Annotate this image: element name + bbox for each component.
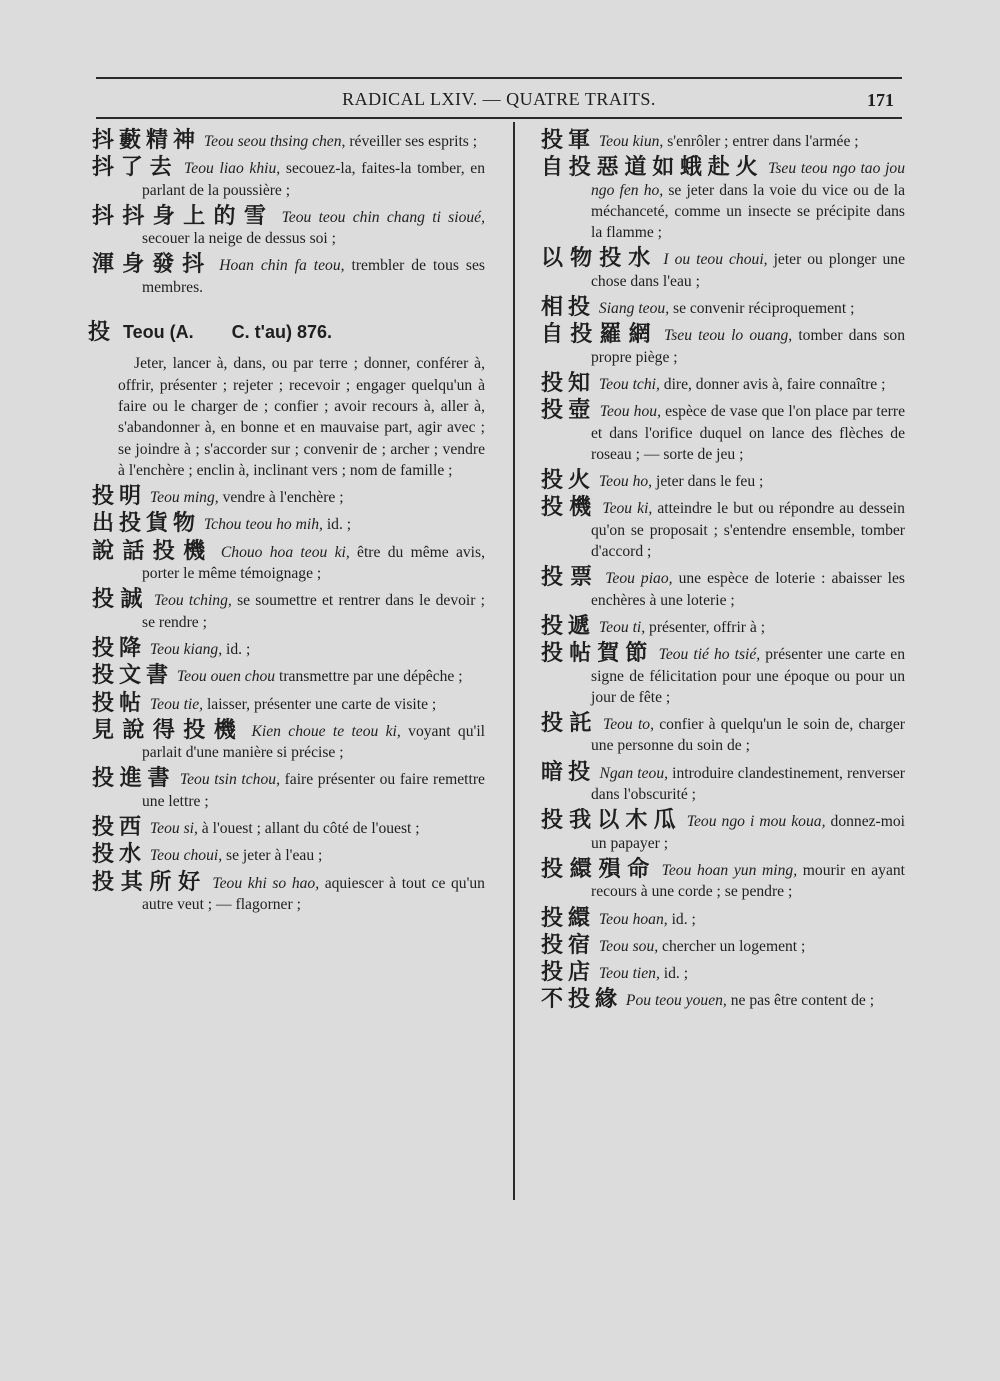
entry-definition: voyant qu'il parlait d'une manière si précise ;	[142, 722, 485, 762]
entry-romanization: I ou teou choui,	[663, 251, 768, 269]
entry-chinese: 投機	[541, 495, 598, 521]
head-cantonese: C. t'au) 876.	[231, 322, 332, 343]
entry-definition: être du même avis, porter le même témoignage ;	[142, 543, 485, 583]
entry-romanization: Teou tching,	[153, 592, 232, 610]
dictionary-entry	[92, 203, 485, 250]
entry-chinese: 投帖	[92, 690, 147, 716]
entry-romanization: Teou hoan yun ming,	[661, 861, 798, 879]
dictionary-entry	[541, 567, 905, 611]
entry-romanization: Ngan teou,	[599, 764, 669, 782]
entry-romanization: Kien choue te teou ki,	[251, 722, 401, 740]
entry-chinese: 不投緣	[541, 987, 623, 1013]
entry-definition: s'enrôler ; entrer dans l'armée ;	[667, 133, 859, 150]
dictionary-entry	[541, 962, 905, 984]
header-rule	[96, 117, 902, 119]
dictionary-entry	[92, 589, 485, 633]
entry-romanization: Pou teou youen,	[625, 992, 727, 1010]
entry-chinese: 見說得投機	[92, 717, 245, 743]
dictionary-entry	[92, 717, 485, 764]
dictionary-entry	[92, 844, 485, 866]
entry-definition: secouez-la, faites-la tomber, en parlant de la poussière ;	[142, 160, 485, 199]
entry-chinese: 投店	[541, 960, 596, 986]
entry-chinese: 投繯	[541, 905, 596, 931]
dictionary-entry	[541, 713, 905, 757]
entry-definition: espèce de vase que l'on place par terre et dans l'orifice duquel on lance des flèches de roseau ; — sorte de jeu ;	[591, 403, 905, 463]
entry-definition: jeter ou plonger une chose dans l'eau ;	[591, 251, 905, 290]
dictionary-entry	[541, 932, 905, 958]
entry-definition: présenter, offrir à ;	[649, 618, 766, 636]
entry-definition: id. ;	[671, 910, 696, 928]
dictionary-entry	[92, 690, 485, 716]
top-rule	[96, 77, 902, 79]
entry-definition: mourir en ayant recours à une corde ; se pendre ;	[591, 861, 905, 901]
entry-chinese: 渾身發抖	[92, 252, 213, 278]
entry-romanization: Tseu teou ngo tao jou ngo fen ho,	[591, 160, 905, 199]
entry-chinese: 投水	[92, 842, 147, 868]
entry-definition: jeter dans le feu ;	[655, 473, 764, 491]
entry-romanization: Teou choui,	[149, 847, 223, 865]
entry-chinese: 投票	[541, 565, 600, 591]
entry-romanization: Teou sou,	[598, 937, 659, 955]
entry-chinese: 出投貨物	[92, 511, 201, 537]
entry-romanization: Teou tié ho tsié,	[658, 646, 761, 664]
entry-romanization: Teou piao,	[605, 570, 673, 588]
dictionary-entry	[541, 248, 905, 292]
entry-definition: une espèce de loterie : abaisser les enchères à une loterie ;	[591, 570, 905, 609]
entry-chinese: 抖抖身上的雪	[92, 203, 275, 229]
entry-chinese: 抖藪精神	[92, 128, 201, 153]
entry-definition: donnez-moi un papayer ;	[591, 813, 905, 852]
entry-definition: aquiescer à tout ce qu'un autre veut ; — flagorner ;	[142, 874, 485, 913]
head-reading: Teou (A.	[123, 322, 194, 343]
entry-chinese: 抖了去	[92, 155, 179, 181]
entry-definition: à l'ouest ; allant du côté de l'ouest ;	[201, 820, 420, 838]
entry-definition: vendre à l'enchère ;	[222, 489, 344, 507]
entry-chinese: 投文書	[92, 663, 174, 689]
entry-romanization: Teou hou,	[599, 403, 661, 421]
entry-romanization: Chouo hoa teou ki,	[220, 543, 350, 561]
column-divider	[513, 122, 515, 1200]
entry-romanization: Teou tien,	[598, 965, 660, 983]
character-definition: Jeter, lancer à, dans, ou par terre ; donner, conférer à, offrir, présenter ; rejeter ; recevoir ; engager quelqu'un à faire ou le charger de ; confier ; avoir recours à, aller à, s'abandonner à, en bonne et en mauvaise part, agir avec ; se joindre à ; s'accorder sur ; convenir de ; archer ; vendre à l'enchère ; enclin à, inclinant vers ; nom de famille ;	[118, 355, 485, 479]
entry-chinese: 投我以木瓜	[541, 808, 682, 834]
entry-romanization: Teou tchi,	[598, 375, 660, 393]
entry-definition: atteindre le but ou répondre au dessein qu'on se proposait ; s'entendre ensemble, tomber d'accord ;	[591, 500, 905, 561]
entry-romanization: Hoan chin fa teou,	[219, 257, 345, 275]
dictionary-entry	[92, 157, 485, 201]
entry-romanization: Teou teou chin chang ti sioué,	[281, 208, 485, 226]
entry-chinese: 投火	[541, 468, 596, 494]
dictionary-entry	[92, 130, 485, 152]
entry-romanization: Teou seou thsing chen,	[203, 133, 346, 150]
entry-definition: id. ;	[226, 640, 251, 658]
entry-chinese: 說話投機	[92, 538, 214, 564]
entry-romanization: Teou to,	[602, 716, 654, 734]
entry-definition: dire, donner avis à, faire connaître ;	[663, 375, 886, 393]
entry-chinese: 投遞	[541, 613, 596, 639]
left-column	[88, 128, 486, 920]
dictionary-entry	[541, 297, 905, 319]
dictionary-entry	[541, 613, 905, 639]
entry-chinese: 自投羅網	[541, 322, 658, 348]
entry-chinese: 投西	[92, 815, 147, 841]
entry-definition: trembler de tous ses membres.	[142, 257, 485, 296]
dictionary-entry	[92, 768, 485, 812]
entry-chinese: 投帖賀節	[541, 641, 654, 667]
entry-romanization: Teou tsin tchou,	[179, 771, 280, 789]
entry-romanization: Teou liao khiu,	[184, 160, 281, 178]
dictionary-entry	[92, 635, 485, 661]
entry-chinese: 投其所好	[92, 869, 207, 895]
entry-romanization: Teou ki,	[602, 500, 653, 518]
entry-definition: introduire clandestinement, renverser dans l'obscurité ;	[591, 764, 906, 804]
entry-chinese: 投降	[92, 635, 147, 661]
entry-romanization: Teou khi so hao,	[212, 874, 320, 892]
entry-chinese: 投繯殞命	[541, 856, 656, 882]
dictionary-entry	[541, 989, 905, 1011]
entry-definition: se jeter dans la voie du vice ou de la méchanceté, comme un insecte se précipite dans la flamme ;	[591, 181, 906, 242]
entry-definition: présenter une carte en signe de félicitation pour une époque ou pour un jour de fête ;	[591, 646, 905, 706]
entry-chinese: 投託	[541, 711, 598, 737]
entry-romanization: Siang teou,	[598, 300, 670, 318]
entry-chinese: 投宿	[541, 932, 596, 958]
entry-romanization: Teou si,	[149, 820, 198, 838]
entry-romanization: Teou ti,	[598, 618, 646, 636]
entry-definition: se jeter à l'eau ;	[226, 847, 323, 865]
page-number: 171	[867, 90, 894, 110]
dictionary-entry	[92, 665, 485, 687]
entry-chinese: 投壺	[541, 398, 596, 424]
entry-romanization: Teou tie,	[149, 695, 204, 713]
entry-romanization: Teou ngo i mou koua,	[686, 813, 826, 831]
entry-romanization: Tchou teou ho mih,	[203, 516, 323, 534]
entry-definition: transmettre par une dépêche ;	[279, 668, 463, 686]
entry-definition: secouer la neige de dessus soi ;	[142, 230, 337, 248]
entry-definition: confier à quelqu'un le soin de, charger une personne du soin de ;	[591, 716, 905, 755]
dictionary-entry	[92, 486, 485, 508]
right-column	[541, 130, 905, 1017]
dictionary-entry	[541, 497, 905, 562]
entry-romanization: Tseu teou lo ouang,	[663, 327, 793, 345]
entry-chinese: 投誠	[92, 587, 149, 613]
entry-romanization: Teou kiun,	[598, 133, 664, 150]
dictionary-entry	[541, 470, 905, 492]
dictionary-entry	[541, 856, 905, 903]
entry-chinese: 投進書	[92, 766, 176, 792]
entry-romanization: Teou ho,	[598, 473, 653, 491]
entry-definition: se soumettre et rentrer dans le devoir ; se rendre ;	[142, 592, 486, 631]
entry-definition: chercher un logement ;	[662, 937, 806, 955]
entry-definition: réveiller ses esprits ;	[349, 133, 478, 150]
entry-chinese: 投明	[92, 484, 147, 510]
page-title: RADICAL LXIV. — QUATRE TRAITS.	[342, 89, 656, 109]
entry-chinese: 投知	[541, 370, 596, 396]
dictionary-entry	[92, 817, 485, 839]
dictionary-entry	[541, 643, 905, 708]
entry-definition: ne pas être content de ;	[730, 992, 875, 1010]
entry-chinese: 暗投	[541, 759, 596, 785]
dictionary-entry	[541, 324, 905, 368]
dictionary-entry	[92, 869, 485, 916]
entry-romanization: Teou ming,	[149, 489, 219, 507]
running-header	[96, 87, 902, 115]
dictionary-entry	[541, 370, 905, 396]
dictionary-entry	[541, 810, 905, 854]
dictionary-entry	[541, 400, 905, 465]
entry-definition: id. ;	[326, 516, 352, 534]
entry-definition: id. ;	[663, 965, 689, 983]
entry-chinese: 自投惡道如蛾赴火	[541, 155, 764, 181]
entry-definition: laisser, présenter une carte de visite ;	[206, 695, 437, 713]
dictionary-entry	[92, 513, 485, 535]
dictionary-entry	[92, 538, 485, 585]
entry-romanization: Teou ouen chou	[176, 668, 276, 686]
dictionary-entry	[92, 254, 485, 298]
head-character: 投	[88, 320, 116, 346]
dictionary-entry	[541, 759, 906, 806]
entry-definition: se convenir réciproquement ;	[673, 300, 855, 318]
entry-chinese: 相投	[541, 295, 596, 321]
dictionary-entry	[541, 905, 905, 931]
entry-chinese: 以物投水	[541, 246, 658, 272]
entry-romanization: Teou kiang,	[149, 640, 223, 658]
entry-definition: tomber dans son propre piège ;	[591, 327, 905, 366]
entry-chinese: 投軍	[541, 128, 596, 153]
entry-definition: faire présenter ou faire remettre une lettre ;	[142, 771, 485, 810]
entry-romanization: Teou hoan,	[598, 910, 668, 928]
character-heading	[88, 320, 485, 346]
dictionary-entry	[541, 130, 905, 152]
dictionary-entry	[541, 157, 905, 243]
